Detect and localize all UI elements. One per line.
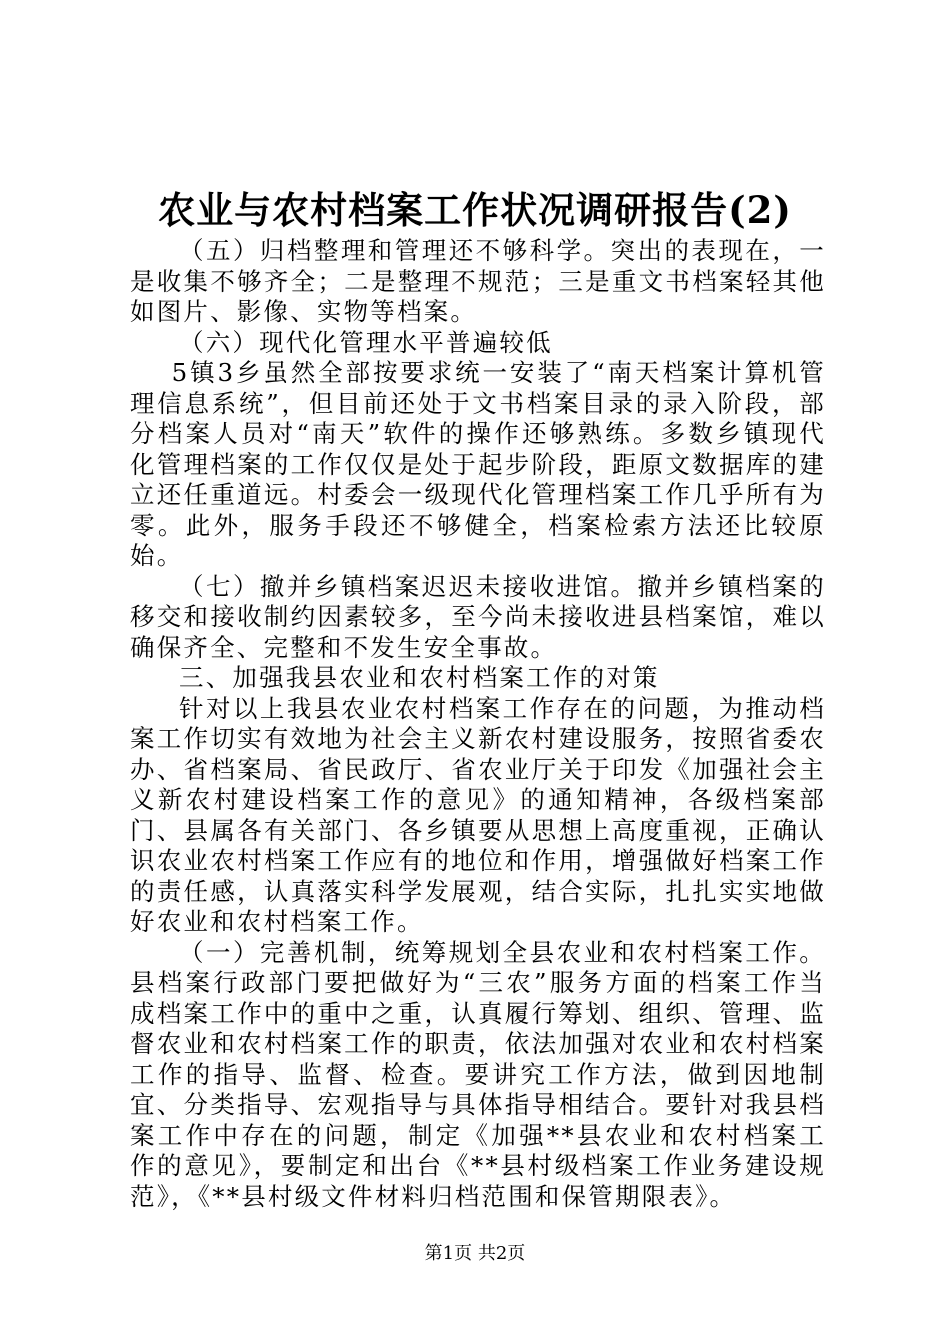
paragraph-5: （五）归档整理和管理还不够科学。突出的表现在，一是收集不够齐全；二是整理不规范；三是重文书档案轻其他如图片、影像、实物等档案。 bbox=[130, 236, 826, 326]
document-title: 农业与农村档案工作状况调研报告(2) bbox=[158, 188, 792, 232]
document-body bbox=[130, 236, 826, 1212]
paragraph-6-heading: （六）现代化管理水平普遍较低 bbox=[179, 327, 553, 357]
paragraph-1-mechanism: （一）完善机制，统筹规划全县农业和农村档案工作。县档案行政部门要把做好为“三农”服务方面的档案工作当成档案工作中的重中之重，认真履行筹划、组织、管理、监督农业和农村档案工作的职责，依法加强对农业和农村档案工作的指导、监督、检查。要讲究工作方法，做到因地制宜、分类指导、宏观指导与具体指导相结合。要针对我县档案工作中存在的问题，制定《加强**县农业和农村档案工作的意见》，要制定和出台《**县村级档案工作业务建设规范》，《**县村级文件材料归档范围和保管期限表》。 bbox=[130, 937, 826, 1211]
paragraph-countermeasures: 针对以上我县农业农村档案工作存在的问题，为推动档案工作切实有效地为社会主义新农村建设服务，按照省委农办、省档案局、省民政厅、省农业厅关于印发《加强社会主义新农村建设档案工作的意见》的通知精神，各级档案部门、县属各有关部门、各乡镇要从思想上高度重视，正确认识农业农村档案工作应有的地位和作用，增强做好档案工作的责任感，认真落实科学发展观，结合实际，扎扎实实地做好农业和农村档案工作。 bbox=[130, 693, 826, 936]
section-3-heading: 三、加强我县农业和农村档案工作的对策 bbox=[179, 663, 660, 692]
paragraph-system-status: 5镇3乡虽然全部按要求统一安装了“南天档案计算机管理信息系统”，但目前还处于文书档案目录的录入阶段，部分档案人员对“南天”软件的操作还够熟练。多数乡镇现代化管理档案的工作仅仅是处于起步阶段，距原文数据库的建立还任重道远。村委会一级现代化管理档案工作几乎所有为零。此外，服务手段还不够健全，档案检索方法还比较原始。 bbox=[130, 358, 826, 570]
page-footer: 第1页 共2页 bbox=[424, 1243, 526, 1264]
paragraph-7: （七）撤并乡镇档案迟迟未接收进馆。撤并乡镇档案的移交和接收制约因素较多，至今尚未接收进县档案馆，难以确保齐全、完整和不发生安全事故。 bbox=[130, 571, 826, 662]
